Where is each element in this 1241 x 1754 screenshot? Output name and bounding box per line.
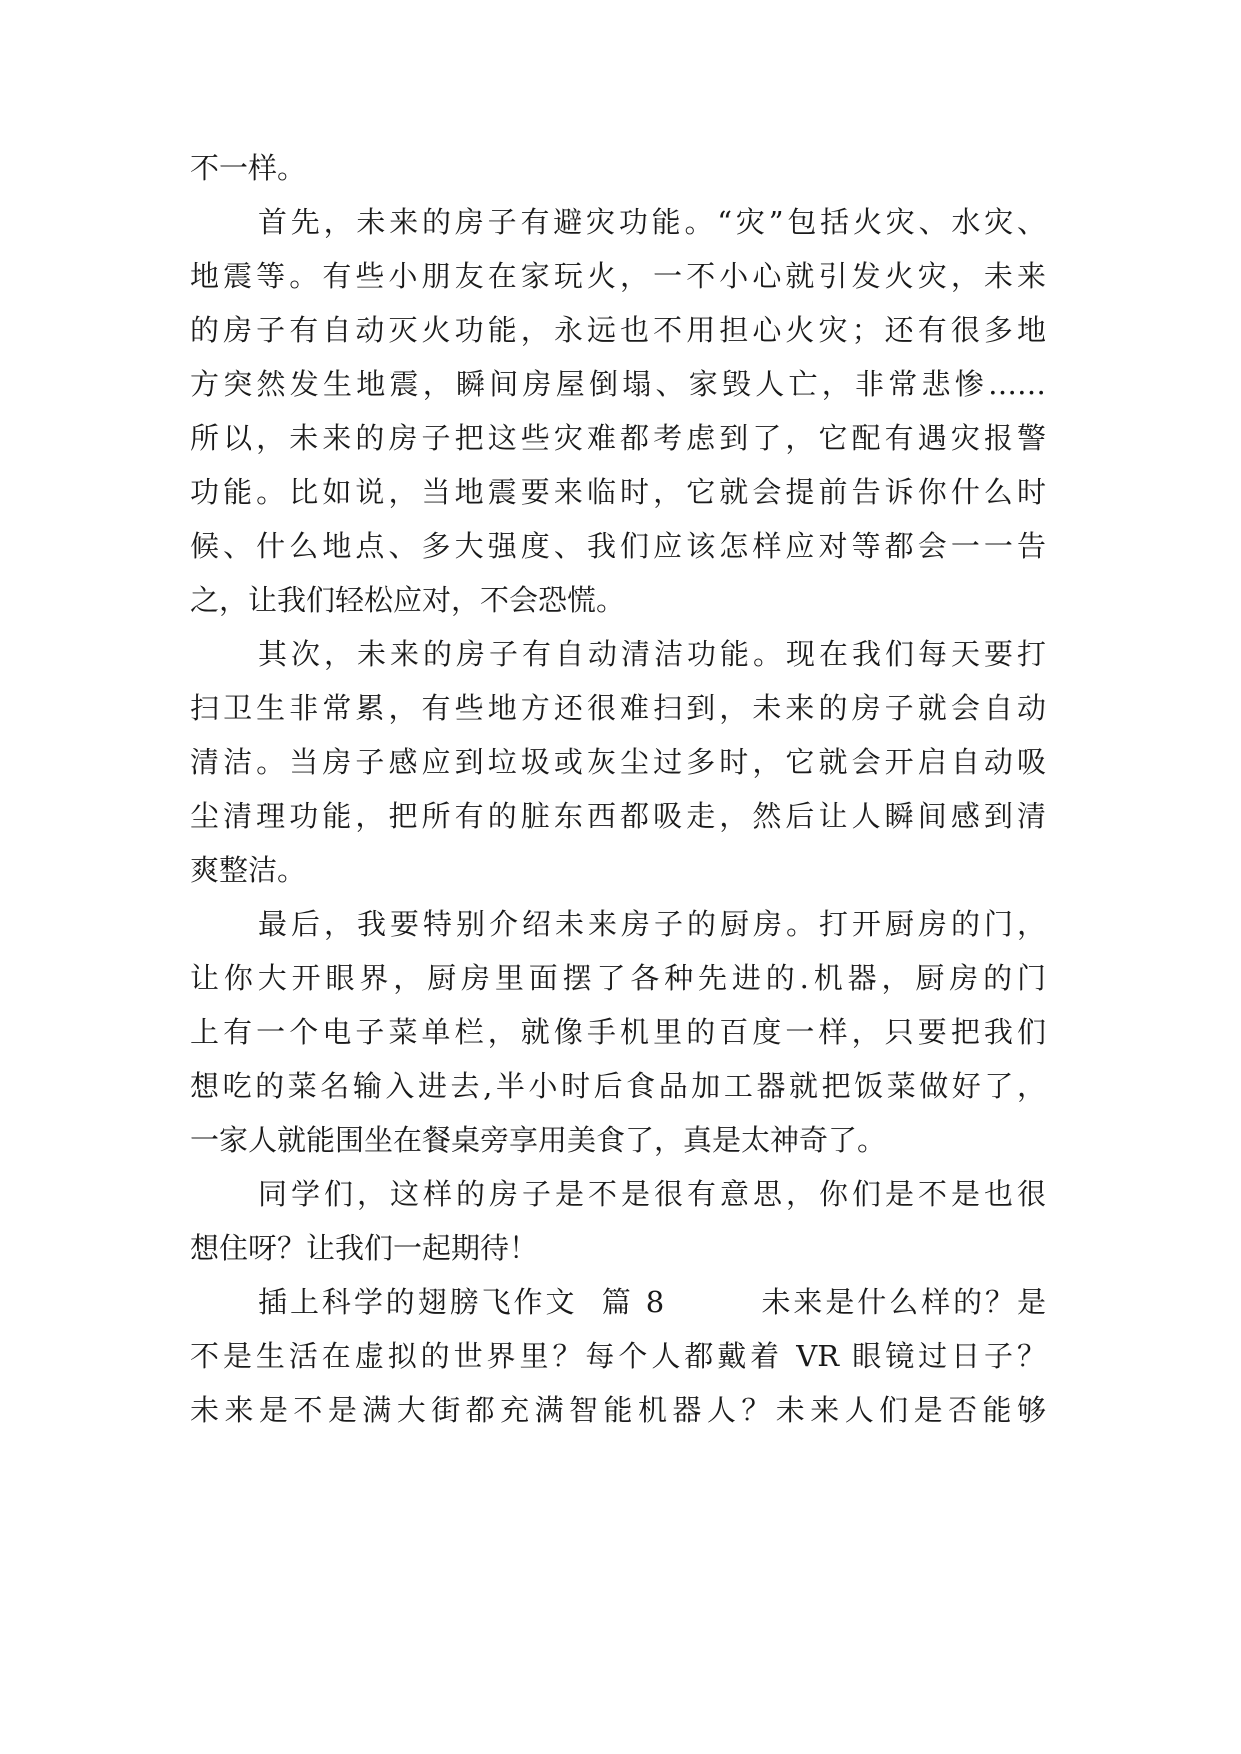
- text-line: 的房子有自动灭火功能，永远也不用担心火灾；还有很多地: [190, 313, 1046, 347]
- text-line: 功能。比如说，当地震要来临时，它就会提前告诉你什么时: [190, 475, 1046, 509]
- text-line: 最后，我要特别介绍未来房子的厨房。打开厨房的门，: [258, 907, 1046, 941]
- text-line: 首先，未来的房子有避灾功能。“灾”包括火灾、水灾、: [258, 205, 1046, 239]
- text-line: 让你大开眼界，厨房里面摆了各种先进的.机器，厨房的门: [190, 961, 1046, 995]
- text-line: 不是生活在虚拟的世界里？每个人都戴着 VR 眼镜过日子？: [190, 1339, 1046, 1373]
- text-line: 尘清理功能，把所有的脏东西都吸走，然后让人瞬间感到清: [190, 799, 1046, 833]
- text-line: 想吃的菜名输入进去,半小时后食品加工器就把饭菜做好了，: [190, 1069, 1046, 1103]
- text-line: 方突然发生地震，瞬间房屋倒塌、家毁人亡，非常悲惨……: [190, 367, 1046, 401]
- text-line: 插上科学的翅膀飞作文 篇 8 未来是什么样的？是: [258, 1285, 1046, 1319]
- text-line: 候、什么地点、多大强度、我们应该怎样应对等都会一一告: [190, 529, 1046, 563]
- text-line: 地震等。有些小朋友在家玩火，一不小心就引发火灾，未来: [190, 259, 1046, 293]
- text-line: 同学们，这样的房子是不是很有意思，你们是不是也很: [258, 1177, 1046, 1211]
- text-line: 上有一个电子菜单栏，就像手机里的百度一样，只要把我们: [190, 1015, 1046, 1049]
- text-line: 爽整洁。: [190, 853, 307, 887]
- text-line: 清洁。当房子感应到垃圾或灰尘过多时，它就会开启自动吸: [190, 745, 1046, 779]
- text-line: 想住呀？让我们一起期待！: [190, 1231, 539, 1265]
- text-line: 不一样。: [190, 151, 307, 185]
- text-line: 扫卫生非常累，有些地方还很难扫到，未来的房子就会自动: [190, 691, 1046, 725]
- text-line: 一家人就能围坐在餐桌旁享用美食了，真是太神奇了。: [190, 1123, 887, 1157]
- text-line: 其次，未来的房子有自动清洁功能。现在我们每天要打: [258, 637, 1046, 671]
- text-line: 未来是不是满大街都充满智能机器人？未来人们是否能够: [190, 1393, 1046, 1427]
- text-line: 所以，未来的房子把这些灾难都考虑到了，它配有遇灾报警: [190, 421, 1046, 455]
- text-line: 之，让我们轻松应对，不会恐慌。: [190, 583, 626, 617]
